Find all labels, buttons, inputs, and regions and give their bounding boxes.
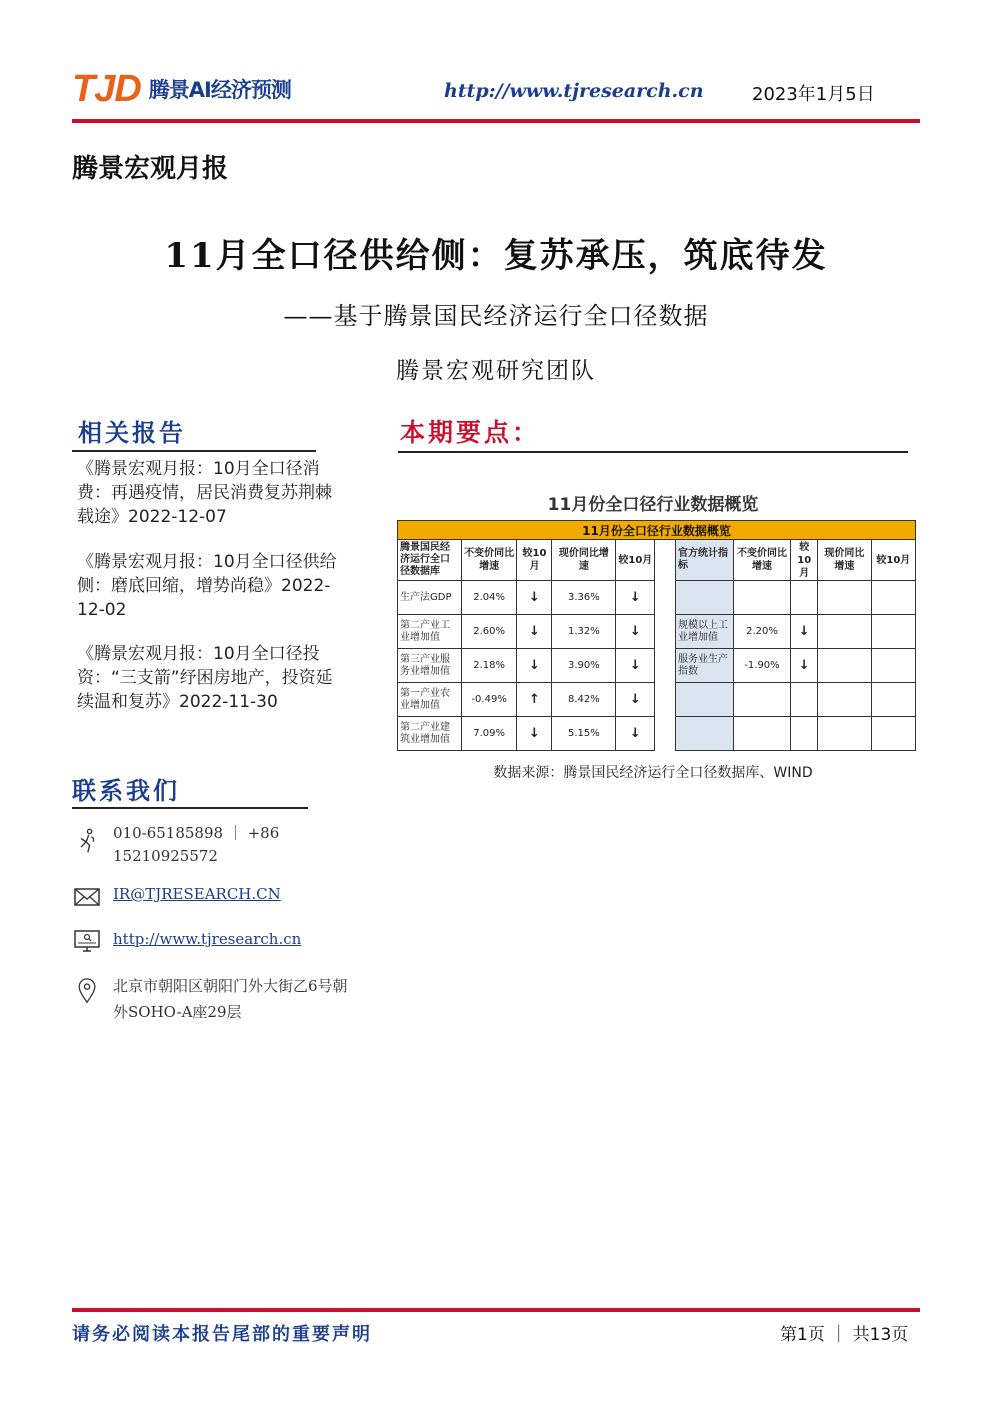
related-item[interactable]: 《腾景宏观月报：10月全口径消费：再遇疫情，居民消费复苏荆棘载途》2022-12-07 bbox=[77, 459, 332, 527]
row-label bbox=[676, 581, 734, 615]
empty-cell bbox=[733, 717, 791, 751]
nominal-growth-cell: 1.32% bbox=[552, 615, 616, 649]
table-gap bbox=[655, 717, 676, 751]
table-banner-row bbox=[398, 521, 916, 540]
report-subtitle: ——基于腾景国民经济运行全口径数据 bbox=[283, 302, 709, 330]
related-heading: 相关报告 bbox=[78, 418, 186, 447]
row-label: 服务业生产指数 bbox=[676, 649, 734, 683]
trend-arrow-icon: ↑ bbox=[517, 683, 552, 717]
page-indicator: 第1页 ｜ 共13页 bbox=[780, 1325, 909, 1345]
logo bbox=[72, 68, 291, 110]
table-row bbox=[398, 649, 916, 683]
table-header-cell: 不变价同比增速 bbox=[461, 540, 517, 581]
row-label: 第三产业服务业增加值 bbox=[398, 649, 462, 683]
table-header-cell: 较10月 bbox=[616, 540, 655, 581]
trend-arrow-icon: ↓ bbox=[616, 615, 655, 649]
empty-cell bbox=[733, 581, 791, 615]
real-growth-cell: -0.49% bbox=[461, 683, 517, 717]
table-header-cell: 官方统计指标 bbox=[676, 540, 734, 581]
email-link[interactable]: IR@TJRESEARCH.CN bbox=[113, 885, 281, 903]
table-gap bbox=[655, 615, 676, 649]
nominal-growth-cell: 8.42% bbox=[552, 683, 616, 717]
trend-arrow-icon: ↓ bbox=[616, 649, 655, 683]
table-header-cell: 腾景国民经济运行全口径数据库 bbox=[398, 540, 462, 581]
empty-cell bbox=[871, 683, 915, 717]
empty-cell bbox=[871, 615, 915, 649]
header-url[interactable]: http://www.tjresearch.cn bbox=[444, 80, 704, 102]
trend-arrow-icon: ↓ bbox=[517, 717, 552, 751]
trend-arrow-icon: ↓ bbox=[517, 649, 552, 683]
row-label: 第一产业农业增加值 bbox=[398, 683, 462, 717]
table-row bbox=[398, 581, 916, 615]
table-row bbox=[398, 615, 916, 649]
industry-data-table bbox=[397, 520, 916, 751]
footer-divider bbox=[72, 1308, 920, 1312]
row-label bbox=[676, 683, 734, 717]
table-gap bbox=[655, 581, 676, 615]
table-banner: 11月份全口径行业数据概览 bbox=[398, 521, 916, 540]
report-title: 11月全口径供给侧：复苏承压，筑底待发 bbox=[164, 236, 828, 276]
empty-cell bbox=[818, 649, 872, 683]
contact-heading: 联系我们 bbox=[72, 776, 180, 805]
mail-icon bbox=[74, 884, 100, 910]
related-item[interactable]: 《腾景宏观月报：10月全口径投资：“三支箭”纾困房地产，投资延续温和复苏》2022-11-30 bbox=[77, 644, 333, 712]
key-points-divider bbox=[398, 451, 908, 453]
table-gap bbox=[655, 540, 676, 581]
empty-cell bbox=[818, 683, 872, 717]
table-header-row bbox=[398, 540, 916, 581]
related-item[interactable]: 《腾景宏观月报：10月全口径供给侧：磨底回缩，增势尚稳》2022-12-02 bbox=[77, 552, 337, 620]
empty-cell bbox=[871, 581, 915, 615]
empty-cell bbox=[818, 615, 872, 649]
location-icon bbox=[74, 978, 100, 1004]
contact-divider bbox=[72, 807, 308, 809]
trend-arrow-icon: ↓ bbox=[791, 649, 818, 683]
nominal-growth-cell: 3.90% bbox=[552, 649, 616, 683]
table-gap bbox=[655, 683, 676, 717]
real-growth-cell: 2.18% bbox=[461, 649, 517, 683]
real-growth-cell: 2.04% bbox=[461, 581, 517, 615]
empty-cell bbox=[871, 649, 915, 683]
related-divider bbox=[72, 450, 316, 452]
author-team: 腾景宏观研究团队 bbox=[396, 358, 596, 384]
report-date: 2023年1月5日 bbox=[752, 84, 875, 105]
empty-cell bbox=[791, 683, 818, 717]
phone-number: 010-65185898 ｜ +86 15210925572 bbox=[113, 824, 280, 865]
row-label: 第二产业建筑业增加值 bbox=[398, 717, 462, 751]
row-label: 生产法GDP bbox=[398, 581, 462, 615]
logo-text: 腾景AI经济预测 bbox=[148, 78, 291, 102]
empty-cell bbox=[818, 717, 872, 751]
header-divider bbox=[72, 119, 920, 123]
data-source: 数据来源：腾景国民经济运行全口径数据库、WIND bbox=[493, 765, 813, 781]
empty-cell bbox=[791, 581, 818, 615]
empty-cell bbox=[818, 581, 872, 615]
table-header-cell: 较10月 bbox=[791, 540, 818, 581]
trend-arrow-icon: ↓ bbox=[517, 581, 552, 615]
table-row bbox=[398, 683, 916, 717]
phone-icon bbox=[74, 828, 100, 854]
key-points-heading: 本期要点： bbox=[400, 418, 541, 447]
series-name: 腾景宏观月报 bbox=[72, 154, 229, 184]
table-row bbox=[398, 717, 916, 751]
monitor-icon bbox=[74, 929, 100, 955]
table-header-cell: 较10月 bbox=[871, 540, 915, 581]
row-label bbox=[676, 717, 734, 751]
address-text: 北京市朝阳区朝阳门外大街乙6号朝外SOHO-A座29层 bbox=[113, 977, 348, 1021]
trend-arrow-icon: ↓ bbox=[616, 717, 655, 751]
nominal-growth-cell: 5.15% bbox=[552, 717, 616, 751]
trend-arrow-icon: ↓ bbox=[616, 581, 655, 615]
empty-cell bbox=[733, 683, 791, 717]
row-label: 第二产业工业增加值 bbox=[398, 615, 462, 649]
real-growth-cell: 2.20% bbox=[733, 615, 791, 649]
logo-mark: TJD bbox=[72, 68, 141, 110]
real-growth-cell: 2.60% bbox=[461, 615, 517, 649]
real-growth-cell: 7.09% bbox=[461, 717, 517, 751]
trend-arrow-icon: ↓ bbox=[791, 615, 818, 649]
empty-cell bbox=[791, 717, 818, 751]
table-header-cell: 现价同比增速 bbox=[552, 540, 616, 581]
figure-title: 11月份全口径行业数据概览 bbox=[547, 495, 759, 515]
trend-arrow-icon: ↓ bbox=[616, 683, 655, 717]
table-header-cell: 现价同比增速 bbox=[818, 540, 872, 581]
table-header-cell: 较10月 bbox=[517, 540, 552, 581]
table-gap bbox=[655, 649, 676, 683]
real-growth-cell: -1.90% bbox=[733, 649, 791, 683]
table-header-cell: 不变价同比增速 bbox=[733, 540, 791, 581]
disclaimer: 请务必阅读本报告尾部的重要声明 bbox=[72, 1324, 372, 1345]
website-link[interactable]: http://www.tjresearch.cn bbox=[113, 930, 302, 948]
nominal-growth-cell: 3.36% bbox=[552, 581, 616, 615]
row-label: 规模以上工业增加值 bbox=[676, 615, 734, 649]
trend-arrow-icon: ↓ bbox=[517, 615, 552, 649]
empty-cell bbox=[871, 717, 915, 751]
